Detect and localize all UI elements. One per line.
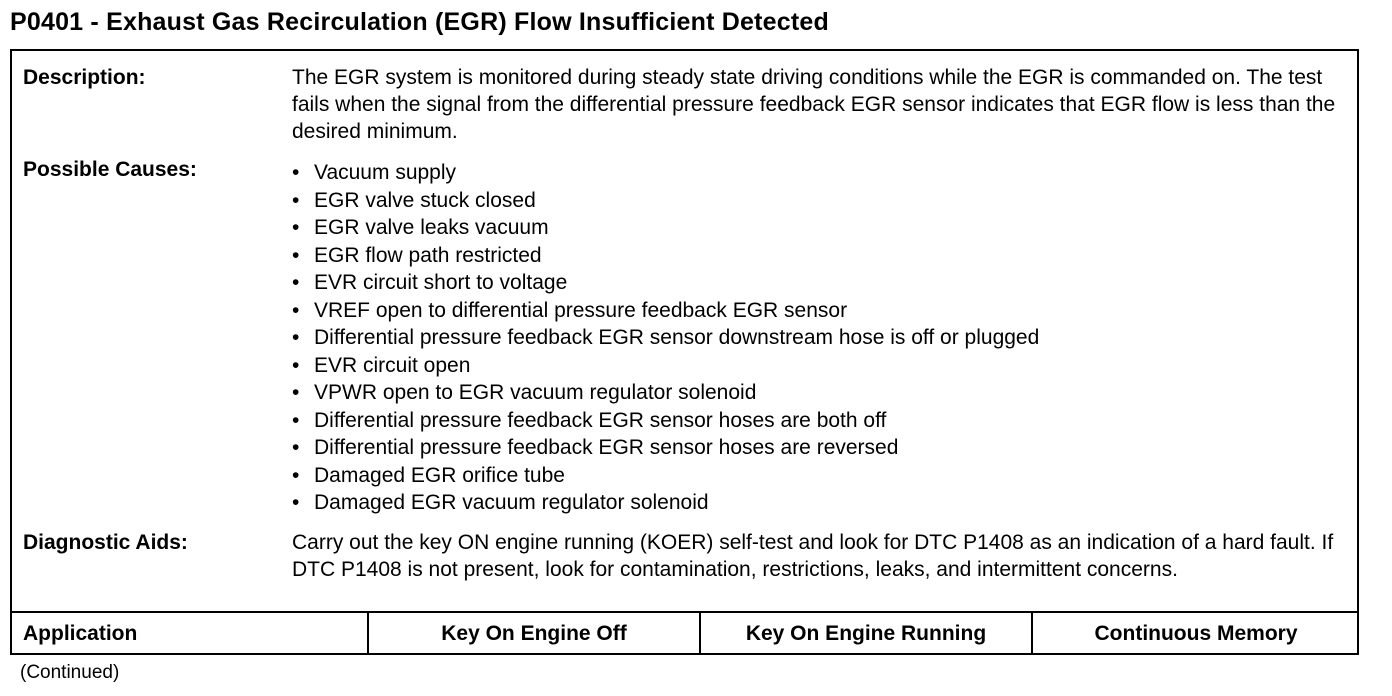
possible-causes-label: Possible Causes: — [23, 158, 197, 181]
continued-note: (Continued) — [20, 662, 120, 683]
bullet-icon: • — [292, 216, 300, 239]
koeo-header: Key On Engine Off — [441, 622, 627, 645]
cause-item — [292, 434, 1039, 462]
cause-text: Differential pressure feedback EGR sensor hoses are both off — [314, 408, 887, 432]
cause-text: EGR valve leaks vacuum — [314, 216, 549, 239]
koer-header: Key On Engine Running — [745, 622, 987, 645]
application-row — [12, 613, 1357, 655]
cause-item — [292, 352, 1039, 380]
description-text: The EGR system is monitored during steady state driving conditions while the EGR is commanded on. The test fails when the signal from the differential pressure feedback EGR sensor indicates that EGR flow is less than the desired minimum. — [292, 66, 1336, 143]
bullet-icon: • — [292, 243, 300, 267]
cause-item — [292, 159, 1039, 187]
cause-item — [292, 324, 1039, 352]
bullet-icon: • — [292, 463, 300, 487]
cause-text: EGR flow path restricted — [314, 243, 542, 267]
page-title: P0401 - Exhaust Gas Recirculation (EGR) Flow Insufficient Detected — [10, 8, 829, 36]
bullet-icon: • — [292, 381, 300, 404]
bullet-icon: • — [292, 326, 300, 349]
cause-item — [292, 379, 1039, 407]
dtc-table — [10, 49, 1359, 655]
bullet-icon: • — [292, 408, 300, 432]
application-header: Application — [23, 622, 138, 645]
bullet-icon: • — [292, 353, 300, 377]
cause-item — [292, 297, 1039, 325]
bullet-icon: • — [292, 436, 300, 459]
cause-item — [292, 269, 1039, 297]
cause-text: Damaged EGR orifice tube — [314, 463, 565, 487]
cause-text: Damaged EGR vacuum regulator solenoid — [314, 491, 709, 514]
bullet-icon: • — [292, 271, 300, 294]
bullet-icon: • — [292, 188, 300, 212]
cause-text: Differential pressure feedback EGR sensor downstream hose is off or plugged — [314, 326, 1040, 349]
cause-item — [292, 462, 1039, 490]
cause-item — [292, 242, 1039, 270]
diagnostic-aids-label: Diagnostic Aids: — [23, 531, 188, 554]
cause-text: Vacuum supply — [314, 161, 457, 184]
diagnostic-aids-text: Carry out the key ON engine running (KOER) self-test and look for DTC P1408 as an indication of a hard fault. If DTC P1408 is not present, look for contamination, restrictions, leaks, and intermittent concerns. — [292, 531, 1334, 581]
cause-item — [292, 214, 1039, 242]
cause-text: VPWR open to EGR vacuum regulator solenoid — [314, 381, 757, 404]
cause-text: VREF open to differential pressure feedback EGR sensor — [314, 298, 848, 322]
cause-text: EVR circuit open — [314, 353, 471, 377]
cause-text: EGR valve stuck closed — [314, 188, 536, 212]
bullet-icon: • — [292, 161, 300, 184]
description-label: Description: — [23, 66, 146, 89]
cause-text: Differential pressure feedback EGR sensor hoses are reversed — [314, 436, 899, 459]
bullet-icon: • — [292, 491, 300, 514]
bullet-icon: • — [292, 298, 300, 322]
cause-item — [292, 489, 1039, 517]
cause-text: EVR circuit short to voltage — [314, 271, 568, 294]
continuous-memory-header: Continuous Memory — [1094, 622, 1298, 645]
possible-causes-list — [292, 159, 1039, 517]
cause-item — [292, 187, 1039, 215]
cause-item — [292, 407, 1039, 435]
